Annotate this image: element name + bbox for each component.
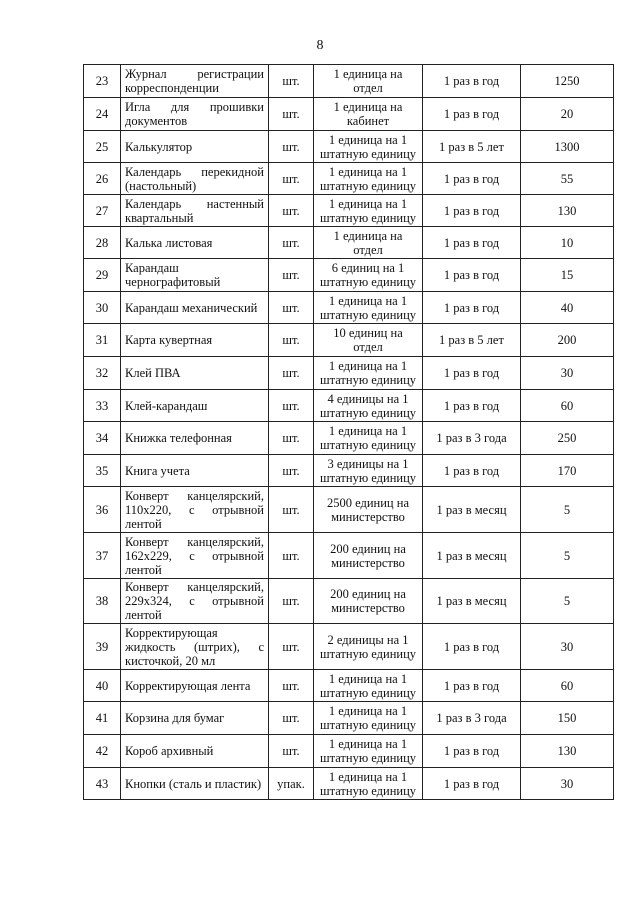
quantity-norm-cell: 1 единица на 1 штатную единицу bbox=[314, 422, 423, 455]
price-cell: 170 bbox=[521, 455, 614, 487]
quantity-norm-cell: 1 единица на 1 штатную единицу bbox=[314, 735, 423, 768]
table-row bbox=[84, 259, 614, 292]
row-number-cell: 34 bbox=[84, 422, 121, 455]
quantity-norm-cell: 3 единицы на 1 штатную единицу bbox=[314, 455, 423, 487]
item-name-cell: Клей-карандаш bbox=[121, 390, 269, 422]
row-number-cell: 43 bbox=[84, 768, 121, 800]
item-name-cell: Книга учета bbox=[121, 455, 269, 487]
item-name-cell: Игла для прошивки документов bbox=[121, 98, 269, 131]
row-number-cell: 38 bbox=[84, 579, 121, 624]
row-number-cell: 28 bbox=[84, 227, 121, 259]
item-name-cell: Карта кувертная bbox=[121, 324, 269, 357]
unit-cell: шт. bbox=[269, 624, 314, 670]
price-cell: 250 bbox=[521, 422, 614, 455]
table-row bbox=[84, 292, 614, 324]
unit-cell: шт. bbox=[269, 670, 314, 702]
replacement-period-cell: 1 раз в год bbox=[423, 98, 521, 131]
quantity-norm-cell: 1 единица на 1 штатную единицу bbox=[314, 195, 423, 227]
table-row bbox=[84, 533, 614, 579]
item-name-cell: Книжка телефонная bbox=[121, 422, 269, 455]
table-row bbox=[84, 670, 614, 702]
price-cell: 130 bbox=[521, 735, 614, 768]
unit-cell: шт. bbox=[269, 98, 314, 131]
row-number-cell: 35 bbox=[84, 455, 121, 487]
quantity-norm-cell: 1 единица на 1 штатную единицу bbox=[314, 163, 423, 195]
quantity-norm-cell: 10 единиц на отдел bbox=[314, 324, 423, 357]
item-name-cell: Календарь настенный квартальный bbox=[121, 195, 269, 227]
price-cell: 1250 bbox=[521, 65, 614, 98]
table-row bbox=[84, 227, 614, 259]
replacement-period-cell: 1 раз в год bbox=[423, 768, 521, 800]
row-number-cell: 31 bbox=[84, 324, 121, 357]
price-cell: 130 bbox=[521, 195, 614, 227]
item-name-cell: Конверт канцелярский, 110x220, с отрывной лентой bbox=[121, 487, 269, 533]
unit-cell: шт. bbox=[269, 131, 314, 163]
row-number-cell: 30 bbox=[84, 292, 121, 324]
unit-cell: шт. bbox=[269, 390, 314, 422]
row-number-cell: 39 bbox=[84, 624, 121, 670]
replacement-period-cell: 1 раз в год bbox=[423, 624, 521, 670]
table-row bbox=[84, 390, 614, 422]
row-number-cell: 23 bbox=[84, 65, 121, 98]
quantity-norm-cell: 2500 единиц на министерство bbox=[314, 487, 423, 533]
item-name-cell: Журнал регистрации корреспонденции bbox=[121, 65, 269, 98]
quantity-norm-cell: 200 единиц на министерство bbox=[314, 533, 423, 579]
replacement-period-cell: 1 раз в месяц bbox=[423, 579, 521, 624]
supplies-table bbox=[83, 64, 614, 800]
replacement-period-cell: 1 раз в год bbox=[423, 227, 521, 259]
unit-cell: шт. bbox=[269, 195, 314, 227]
table-row bbox=[84, 487, 614, 533]
price-cell: 30 bbox=[521, 357, 614, 390]
unit-cell: шт. bbox=[269, 163, 314, 195]
quantity-norm-cell: 1 единица на отдел bbox=[314, 227, 423, 259]
item-name-cell: Кнопки (сталь и пластик) bbox=[121, 768, 269, 800]
replacement-period-cell: 1 раз в 3 года bbox=[423, 422, 521, 455]
unit-cell: шт. bbox=[269, 579, 314, 624]
item-name-cell: Карандаш механический bbox=[121, 292, 269, 324]
replacement-period-cell: 1 раз в год bbox=[423, 455, 521, 487]
row-number-cell: 29 bbox=[84, 259, 121, 292]
unit-cell: шт. bbox=[269, 324, 314, 357]
row-number-cell: 26 bbox=[84, 163, 121, 195]
quantity-norm-cell: 200 единиц на министерство bbox=[314, 579, 423, 624]
replacement-period-cell: 1 раз в год bbox=[423, 65, 521, 98]
row-number-cell: 33 bbox=[84, 390, 121, 422]
item-name-cell: Корзина для бумаг bbox=[121, 702, 269, 735]
table-row bbox=[84, 131, 614, 163]
price-cell: 15 bbox=[521, 259, 614, 292]
unit-cell: шт. bbox=[269, 357, 314, 390]
row-number-cell: 41 bbox=[84, 702, 121, 735]
replacement-period-cell: 1 раз в год bbox=[423, 163, 521, 195]
unit-cell: шт. bbox=[269, 487, 314, 533]
item-name-cell: Карандаш чернографитовый bbox=[121, 259, 269, 292]
replacement-period-cell: 1 раз в год bbox=[423, 670, 521, 702]
row-number-cell: 25 bbox=[84, 131, 121, 163]
price-cell: 20 bbox=[521, 98, 614, 131]
unit-cell: шт. bbox=[269, 292, 314, 324]
price-cell: 60 bbox=[521, 670, 614, 702]
table-row bbox=[84, 768, 614, 800]
price-cell: 30 bbox=[521, 624, 614, 670]
quantity-norm-cell: 4 единицы на 1 штатную единицу bbox=[314, 390, 423, 422]
price-cell: 5 bbox=[521, 487, 614, 533]
item-name-cell: Конверт канцелярский, 162x229, с отрывной лентой bbox=[121, 533, 269, 579]
replacement-period-cell: 1 раз в год bbox=[423, 390, 521, 422]
item-name-cell: Калькулятор bbox=[121, 131, 269, 163]
price-cell: 1300 bbox=[521, 131, 614, 163]
replacement-period-cell: 1 раз в год bbox=[423, 195, 521, 227]
price-cell: 40 bbox=[521, 292, 614, 324]
quantity-norm-cell: 1 единица на 1 штатную единицу bbox=[314, 131, 423, 163]
unit-cell: шт. bbox=[269, 735, 314, 768]
price-cell: 55 bbox=[521, 163, 614, 195]
item-name-cell: Калька листовая bbox=[121, 227, 269, 259]
table-row bbox=[84, 735, 614, 768]
price-cell: 30 bbox=[521, 768, 614, 800]
unit-cell: шт. bbox=[269, 259, 314, 292]
unit-cell: шт. bbox=[269, 227, 314, 259]
table-row bbox=[84, 324, 614, 357]
unit-cell: шт. bbox=[269, 65, 314, 98]
replacement-period-cell: 1 раз в 5 лет bbox=[423, 131, 521, 163]
unit-cell: шт. bbox=[269, 455, 314, 487]
table-row bbox=[84, 195, 614, 227]
replacement-period-cell: 1 раз в 3 года bbox=[423, 702, 521, 735]
replacement-period-cell: 1 раз в год bbox=[423, 259, 521, 292]
row-number-cell: 40 bbox=[84, 670, 121, 702]
table-row bbox=[84, 65, 614, 98]
item-name-cell: Клей ПВА bbox=[121, 357, 269, 390]
price-cell: 5 bbox=[521, 579, 614, 624]
unit-cell: шт. bbox=[269, 422, 314, 455]
item-name-cell: Конверт канцелярский, 229x324, с отрывной лентой bbox=[121, 579, 269, 624]
supplies-table-body bbox=[84, 65, 614, 800]
replacement-period-cell: 1 раз в год bbox=[423, 735, 521, 768]
price-cell: 5 bbox=[521, 533, 614, 579]
replacement-period-cell: 1 раз в год bbox=[423, 292, 521, 324]
table-row bbox=[84, 455, 614, 487]
table-row bbox=[84, 702, 614, 735]
table-row bbox=[84, 98, 614, 131]
unit-cell: шт. bbox=[269, 533, 314, 579]
price-cell: 200 bbox=[521, 324, 614, 357]
quantity-norm-cell: 1 единица на 1 штатную единицу bbox=[314, 292, 423, 324]
quantity-norm-cell: 1 единица на кабинет bbox=[314, 98, 423, 131]
row-number-cell: 27 bbox=[84, 195, 121, 227]
row-number-cell: 42 bbox=[84, 735, 121, 768]
table-row bbox=[84, 163, 614, 195]
replacement-period-cell: 1 раз в 5 лет bbox=[423, 324, 521, 357]
table-row bbox=[84, 624, 614, 670]
table-row bbox=[84, 422, 614, 455]
replacement-period-cell: 1 раз в месяц bbox=[423, 533, 521, 579]
replacement-period-cell: 1 раз в месяц bbox=[423, 487, 521, 533]
quantity-norm-cell: 2 единицы на 1 штатную единицу bbox=[314, 624, 423, 670]
row-number-cell: 24 bbox=[84, 98, 121, 131]
item-name-cell: Корректирующая лента bbox=[121, 670, 269, 702]
price-cell: 60 bbox=[521, 390, 614, 422]
item-name-cell: Корректирующая жидкость (штрих), с кисточкой, 20 мл bbox=[121, 624, 269, 670]
unit-cell: упак. bbox=[269, 768, 314, 800]
quantity-norm-cell: 1 единица на 1 штатную единицу bbox=[314, 357, 423, 390]
page-number: 8 bbox=[316, 38, 324, 53]
item-name-cell: Календарь перекидной (настольный) bbox=[121, 163, 269, 195]
row-number-cell: 36 bbox=[84, 487, 121, 533]
row-number-cell: 32 bbox=[84, 357, 121, 390]
table-row bbox=[84, 357, 614, 390]
quantity-norm-cell: 1 единица на 1 штатную единицу bbox=[314, 702, 423, 735]
table-row bbox=[84, 579, 614, 624]
price-cell: 150 bbox=[521, 702, 614, 735]
quantity-norm-cell: 1 единица на 1 штатную единицу bbox=[314, 670, 423, 702]
row-number-cell: 37 bbox=[84, 533, 121, 579]
quantity-norm-cell: 1 единица на 1 штатную единицу bbox=[314, 768, 423, 800]
replacement-period-cell: 1 раз в год bbox=[423, 357, 521, 390]
price-cell: 10 bbox=[521, 227, 614, 259]
quantity-norm-cell: 6 единиц на 1 штатную единицу bbox=[314, 259, 423, 292]
item-name-cell: Короб архивный bbox=[121, 735, 269, 768]
unit-cell: шт. bbox=[269, 702, 314, 735]
quantity-norm-cell: 1 единица на отдел bbox=[314, 65, 423, 98]
